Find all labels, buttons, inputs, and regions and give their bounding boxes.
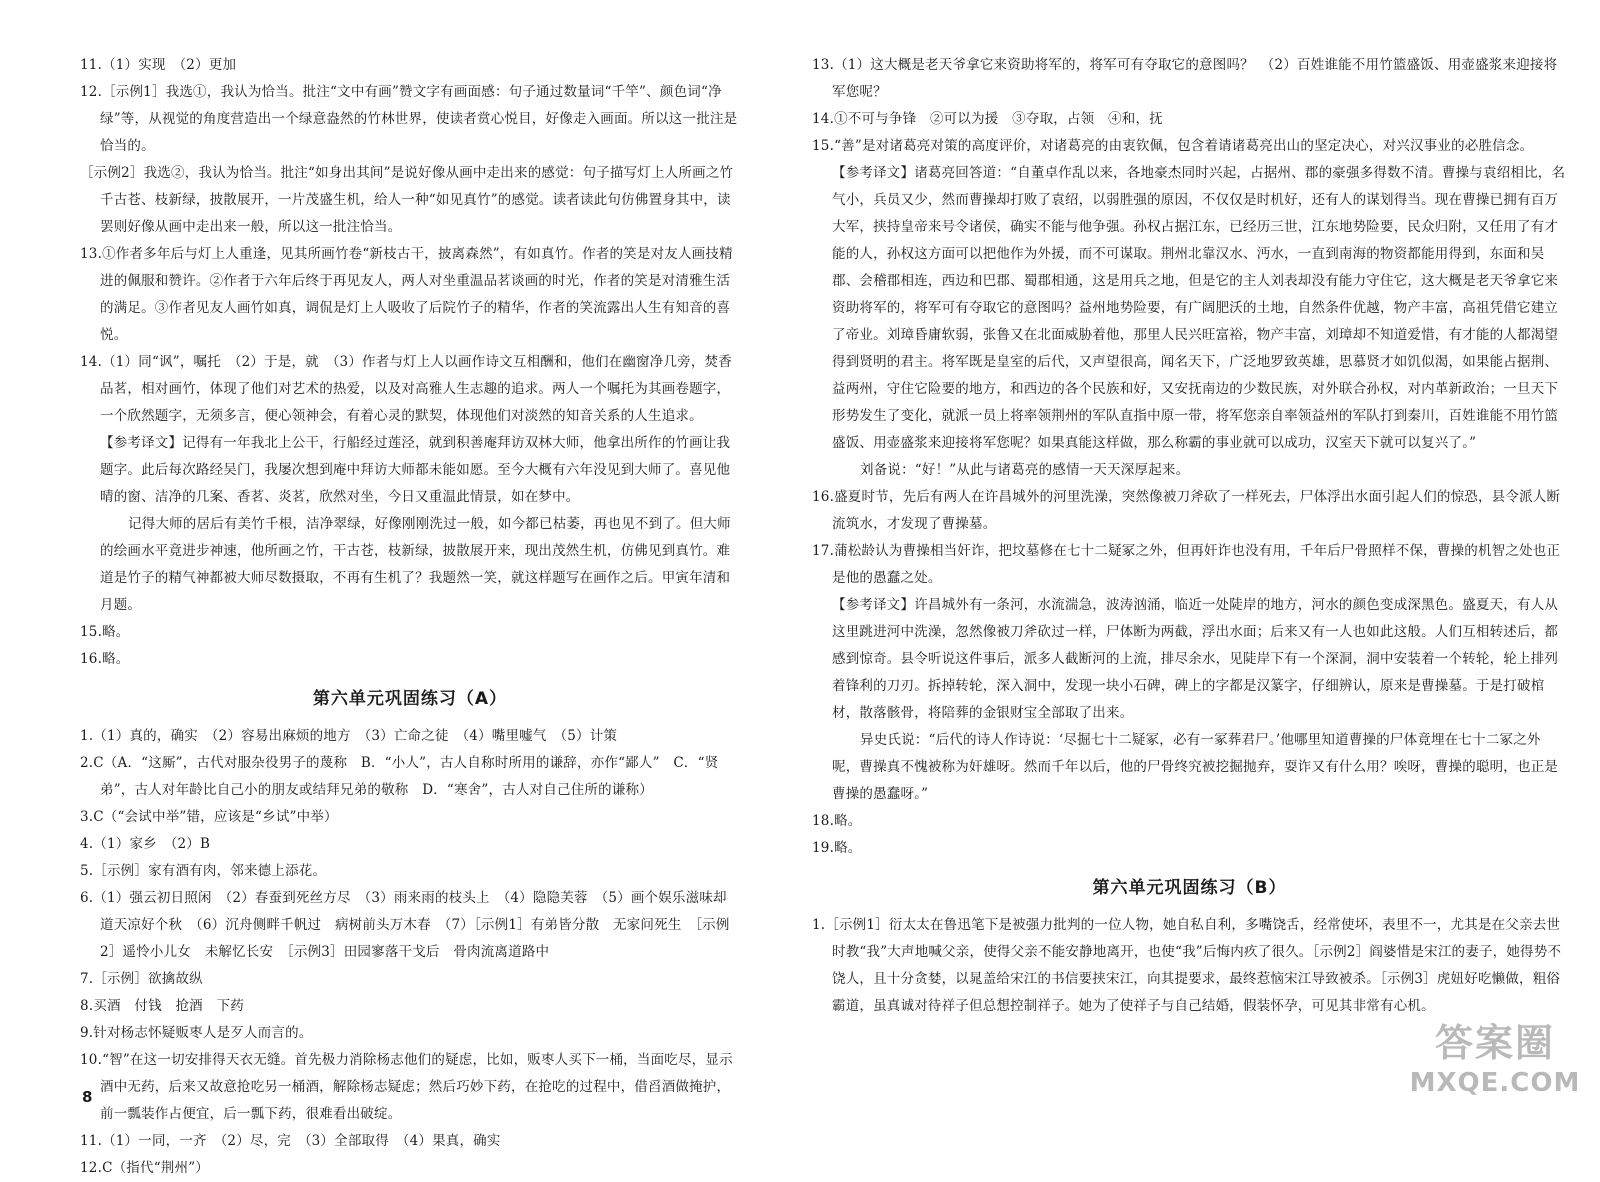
answer-item: 11.（1）实现 （2）更加: [80, 57, 237, 73]
answer-item: 3.C（“会试中举”错，应该是“乡试”中举）: [80, 809, 338, 825]
right-column: [812, 52, 1567, 1020]
answer-item: 8.买酒 付钱 抢酒 下药: [80, 998, 244, 1014]
right-items-mid: [812, 484, 1567, 592]
translation-block-2: [812, 592, 1567, 727]
answer-item: 11.（1）一同，一齐 （2）尽，完 （3）全部取得 （4）果真，确实: [80, 1133, 501, 1149]
answer-item: 9.针对杨志怀疑贩枣人是歹人而言的。: [80, 1025, 313, 1041]
answer-item: 18.略。: [812, 813, 862, 829]
answer-item: 13.①作者多年后与灯上人重逢，见其所画竹卷“新枝古干，披离森然”，有如真竹。作者的笑是对友人画技精进的佩服和赞许。②作者于六年后终于再见友人，两人对坐重温品茗谈画的时光，作者的笑是对清雅生活的满足。③作者见友人画竹如真，调侃是灯上人吸收了后院竹子的精华，作者的笑流露出人生有知音的喜悦。: [80, 246, 733, 343]
answer-item: 19.略。: [812, 840, 862, 856]
answer-item: 15.略。: [80, 624, 130, 640]
answer-item: 4.（1）家乡 （2）B: [80, 836, 211, 852]
answer-item: 16.盛夏时节，先后有两人在许昌城外的河里洗澡，突然像被刀斧砍了一样死去，尸体浮出水面引起人们的惊恐，县令派人断流筑水，才发现了曹操墓。: [812, 489, 1561, 532]
translation-label: 【参考译文】: [832, 165, 915, 181]
left-items-mid: [80, 619, 740, 673]
answer-item: ［示例2］我选②，我认为恰当。批注“如身出其间”是说好像从画中走出来的感觉：句子描写灯上人所画之竹千古苍、枝新绿，披散展开，一片茂盛生机，给人一种“如见真竹”的感觉。读者读此句仿佛置身其中，读罢则好像从画中走出来一般，所以这一批注恰当。: [80, 165, 734, 235]
translation-label: 【参考译文】: [832, 597, 915, 613]
right-page: [800, 0, 1580, 1133]
translation-text: 记得有一年我北上公干，行船经过莲泾，就到积善庵拜访双林大师，他拿出所作的竹画让我题字。此后每次路经吴门，我屡次想到庵中拜访大师都未能如愿。至今大概有六年没见到大师了。喜见他晴的窗、洁净的几案、香茗、炎茗，欣然对坐，今日又重温此情景，如在梦中。: [100, 435, 731, 505]
translation-label: 【参考译文】: [100, 435, 183, 451]
translation-text: 诸葛亮回答道：“自董卓作乱以来，各地豪杰同时兴起，占据州、郡的豪强多得数不清。曹操与袁绍相比，名气小，兵员又少，然而曹操却打败了袁绍，以弱胜强的原因，不仅仅是时机好，还有人的谋划得当。现在曹操已拥有百万大军，挟持皇帝来号令诸侯，确实不能与他争强。孙权占据江东，已经历三世，江东地势险要，民众归附，又任用了有才能的人，孙权这方面可以把他作为外援，而不可谋取。荆州北靠汉水、沔水，一直到南海的物资都能用得到，东面和吴郡、会稽郡相连，西边和巴郡、蜀郡相通，这是用兵之地，但是它的主人刘表却没有能力守住它，这大概是老天爷拿它来资助将军的，将军可有夺取它的意图吗？益州地势险要，有广阔肥沃的土地，自然条件优越，物产丰富，高祖凭借它建立了帝业。刘璋昏庸软弱，张鲁又在北面威胁着他，那里人民兴旺富裕，物产丰富，刘璋却不知道爱惜，有才能的人都渴望得到贤明的君主。将军既是皇室的后代，又声望很高，闻名天下，广泛地罗致英雄，思慕贤才如饥似渴，如果能占据荆、益两州，守住它险要的地方，和西边的各个民族和好，又安抚南边的少数民族，对外联合孙权，对内革新政治；一旦天下形势发生了变化，就派一员上将率领荆州的军队直指中原一带，将军您亲自率领益州的军队打到秦川，百姓谁能不用竹篮盛饭、用壶盛浆来迎接将军您呢？如果真能这样做，那么称霸的事业就可以成功，汉室天下就可以复兴了。”: [832, 165, 1566, 451]
translation-paragraph: 记得大师的居后有美竹千根，洁净翠绿，好像刚刚洗过一般，如今都已枯萎，再也见不到了。但大师的绘画水平竟进步神速，他所画之竹，干古苍，枝新绿，披散展开来，现出茂然生机，仿佛见到真竹。难道是竹子的精气神都被大师尽数摄取，不再有生机了？我题然一笑，就这样题写在画作之后。甲寅年清和月题。: [100, 516, 731, 613]
answer-item: 14.（1）同“讽”，嘱托 （2）于是，就 （3）作者与灯上人以画作诗文互相酬和，他们在幽窗净几旁，焚香品茗，相对画竹，体现了他们对艺术的热爱，以及对高雅人生志趣的追求。两人一个嘱托为其画卷题字，一个欣然题字，无须多言，便心领神会，有着心灵的默契，体现他们对淡然的知音关系的人生追求。: [80, 354, 732, 424]
translation-paragraph-2: 异史氏说：“后代的诗人作诗说：‘尽掘七十二疑冢，必有一冢葬君尸。’他哪里知道曹操的尸体竟埋在七十二冢之外呢，曹操真不愧被称为奸雄呀。然而千年以后，他的尸骨终究被挖掘抛弃，耍诈又有什么用？唉呀，曹操的聪明，也正是曹操的愚蠢呀。”: [832, 732, 1559, 802]
right-items-bottom-pre: [812, 808, 1567, 862]
answer-item: 12.C（指代“荆州”）: [80, 1160, 210, 1176]
watermark-text: 答案圈: [1434, 1021, 1555, 1065]
section-title-b: 第六单元巩固练习（B）: [1092, 878, 1287, 898]
answer-item: 7.［示例］欲擒故纵: [80, 971, 203, 987]
left-items-bottom: [80, 723, 740, 1182]
answer-item: 1.（1）真的，确实 （2）容易出麻烦的地方 （3）亡命之徒 （4）嘴里嘘气 （5）计策: [80, 728, 618, 744]
left-page: [0, 0, 780, 1176]
answer-item: 1.［示例1］衍太太在鲁迅笔下是被强力批判的一位人物，她自私自利，多嘴饶舌，经常使坏，表里不一，尤其是在父亲去世时教“我”大声地喊父亲，使得父亲不能安静地离开，也使“我”后悔内疚了很久。［示例2］阎婆惜是宋江的妻子，她得势不饶人，且十分贪婪，以晁盖给宋江的书信要挟宋江，向其提要求，最终惹恼宋江导致被杀。［示例3］虎妞好吃懒做，粗俗霸道，虽真诚对待祥子但总想控制祥子。她为了使祥子与自己结婚，假装怀孕，可见其非常有心机。: [812, 917, 1562, 1014]
translation-block: [812, 160, 1567, 457]
right-items-top: [812, 52, 1567, 160]
watermark-url: MXQE.COM: [1409, 1068, 1581, 1098]
answer-item: 14.①不可与争锋 ②可以为援 ③夺取，占领 ④和，抚: [812, 111, 1163, 127]
left-items-top: [80, 52, 740, 430]
translation-block: [80, 430, 740, 511]
answer-item: 12.［示例1］我选①，我认为恰当。批注“文中有画”赞文字有画面感：句子通过数量词“千竿”、颜色词“净绿”等，从视觉的角度营造出一个绿意盎然的竹林世界，使读者赏心悦目，好像走入画面。所以这一批注是恰当的。: [80, 84, 738, 154]
section-title-a: 第六单元巩固练习（A）: [312, 689, 508, 709]
answer-item: 5.［示例］家有酒有肉，邻来德上添花。: [80, 863, 327, 879]
answer-item: 13.（1）这大概是老天爷拿它来资助将军的，将军可有夺取它的意图吗？ （2）百姓谁能不用竹篮盛饭、用壶盛浆来迎接将军您呢？: [812, 57, 1558, 100]
watermark-logo: [1405, 1020, 1585, 1120]
answer-item: 6.（1）强云初日照闲 （2）春蚕到死丝方尽 （3）雨来雨的枝头上 （4）隐隐芙蓉 （5）画个娱乐滋味却道天凉好个秋 （6）沉舟侧畔千帆过 病树前头万木春 （7）［示例1］有弟皆分散 无家问死生 ［示例2］遥怜小儿女 未解忆长安 ［示例3］田园寥落干戈后 骨肉流离道路中: [80, 890, 730, 960]
answer-item: 2.C（A．“这厮”，古代对服杂役男子的蔑称 B．“小人”，古人自称时所用的谦辞，亦作“鄙人” C．“贤弟”，古人对年龄比自己小的朋友或结拜兄弟的敬称 D．“寒舍”，古人对自己住所的谦称）: [80, 755, 719, 798]
answer-item: 10.“智”在这一切安排得天衣无缝。首先极力消除杨志他们的疑虑，比如，贩枣人买下一桶，当面吃尽，显示酒中无药，后来又故意抢吃另一桶酒，解除杨志疑虑；然后巧妙下药，在抢吃的过程中，借舀酒做掩护，前一瓢装作占便宜，后一瓢下药，很难看出破绽。: [80, 1052, 733, 1122]
page-number: 8: [82, 1088, 93, 1106]
translation-paragraph: 刘备说：“好！”从此与诸葛亮的感情一天天深厚起来。: [860, 462, 1190, 478]
answer-item: 17.蒲松龄认为曹操相当奸诈，把坟墓修在七十二疑冢之外，但再奸诈也没有用，千年后尸骨照样不保，曹操的机智之处也正是他的愚蠢之处。: [812, 543, 1561, 586]
translation-text: 许昌城外有一条河，水流湍急，波涛汹涌，临近一处陡岸的地方，河水的颜色变成深黑色。盛夏天，有人从这里跳进河中洗澡，忽然像被刀斧砍过一样，尸体断为两截，浮出水面；后来又有一人也如此这般。人们互相转述后，都感到惊奇。县令听说这件事后，派多人截断河的上流，排尽余水，见陡岸下有一个深洞，洞中安装着一个转轮，轮上排列着锋利的刀刃。拆掉转轮，深入洞中，发现一块小石碑，碑上的字都是汉篆字，仔细辨认，原来是曹操墓。于是打破棺材，散落骸骨，将陪葬的金银财宝全部取了出来。: [832, 597, 1559, 721]
answer-item: 16.略。: [80, 651, 130, 667]
answer-item: 15.“善”是对诸葛亮对策的高度评价，对诸葛亮的由衷钦佩，包含着请诸葛亮出山的坚定决心，对兴汉事业的必胜信念。: [812, 138, 1534, 154]
left-column: [80, 52, 740, 1182]
right-items-bottom: [812, 912, 1567, 1020]
